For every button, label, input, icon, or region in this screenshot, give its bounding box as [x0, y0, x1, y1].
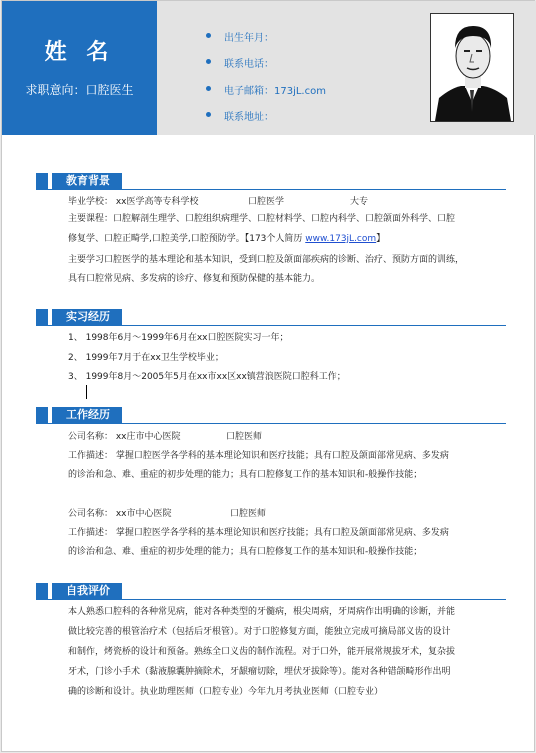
self-eval-line: 牙术，门诊小手术（黏液腺囊肿摘除术，牙龈瘤切除，埋伏牙拔除等）。能对各种错颌畸形作出明: [68, 667, 451, 677]
header-name-block: [2, 1, 157, 135]
section-education-header: [36, 173, 506, 190]
portrait-icon: [431, 14, 513, 121]
self-eval-line: 和制作，烤瓷桥的设计和预备。熟练全口义齿的制作流程。对于口外，能开展常规拔牙术，复杂拔: [68, 647, 456, 657]
resume-page: 姓 名 求职意向：口腔医生 出生年月： 联系电话： 电子邮箱：173jL.com 联系地址： 教育背景 毕业学校： xx医学高等专科学校 口腔医学 大专 主要课程：口腔解剖生理学、口腔组织病理学、口腔材料学、口腔内科学、口腔颌面外科学、口腔 修复学、口腔正畸学,口腔美学,口腔预防学。【173个人简历 www.173jL.com】 主要学习口腔医学的基本理论和基本知识，受到口腔及颌面部疾病的诊断、治疗、预防方面的训练， 具有口腔常见病、多发病的诊疗、修复和预防保健的基本能力。 实习经历 1、 1998年6月～1999年6月在xx口腔医院实习一年； 2、 1999年7月于在xx卫生学校毕业； 3、 1999年8月～2005年5月在xx市xx区xx镇营浪医院口腔科工作； 工作经历 公司名称： xx庄市中心医院 口腔医师 工作描述： 掌握口腔医学各学科的基本理论知识和医疗技能；具有口腔及颌面部常见病、多发病 的诊治和急、难、重症的初步处理的能力；具有口腔修复工作的基本知识和-般操作技能； 公司名称： xx市中心医院 口腔医师 工作描述： 掌握口腔医学各学科的基本理论知识和医疗技能；具有口腔及颌面部常见病、多发病 的诊治和急、难、重症的初步处理的能力；具有口腔修复工作的基本知识和-般操作技能； 自我评价 本人熟悉口腔科的各种常见病，能对各种类型的牙髓病，根尖周病，牙周病作出明确的诊断，并能 做比较完善的根管治疗术（包括后牙根管）。对于口腔修复方面，能独立完成可摘局部义齿的设计 和制作，烤瓷桥的设计和预备。熟练全口义齿的制作流程。对于口外，能开展常规拔牙术，复杂拔 牙术，门诊小手术（黏液腺囊肿摘除术，牙龈瘤切除，埋伏牙拔除等）。能对各种错颌畸形作出明 确的诊断和设计。执业助理医师（口腔专业）今年九月考执业医师（口腔专业）: [1, 0, 535, 752]
internship-item: 3、 1999年8月～2005年5月在xx市xx区xx镇营浪医院口腔科工作；: [68, 372, 346, 382]
section-self-header: [36, 583, 506, 600]
internship-item: 1、 1998年6月～1999年6月在xx口腔医院实习一年；: [68, 333, 289, 343]
section-work-header: [36, 407, 506, 424]
text-cursor: [86, 385, 87, 399]
section-title: 教育背景: [52, 173, 122, 189]
education-desc-2: 具有口腔常见病、多发病的诊疗、修复和预防保健的基本能力。: [68, 274, 321, 284]
applicant-name: 姓 名: [44, 40, 115, 65]
self-eval-line: 确的诊断和设计。执业助理医师（口腔专业）今年九月考执业医师（口腔专业）: [68, 687, 384, 697]
self-eval-line: 做比较完善的根管治疗术（包括后牙根管）。对于口腔修复方面，能独立完成可摘局部义齿的设计: [68, 627, 451, 637]
job-desc-1: 工作描述： 掌握口腔医学各学科的基本理论知识和医疗技能；具有口腔及颌面部常见病、多发病: [68, 451, 449, 461]
job-desc-2: 的诊治和急、难、重症的初步处理的能力；具有口腔修复工作的基本知识和-般操作技能；: [68, 547, 423, 557]
education-courses-2: 修复学、口腔正畸学,口腔美学,口腔预防学。【173个人简历 www.173jL.com】: [68, 234, 386, 244]
bullet-icon: [206, 86, 211, 91]
bullet-icon: [206, 112, 211, 117]
bullet-icon: [206, 59, 211, 64]
self-eval-line: 本人熟悉口腔科的各种常见病，能对各种类型的牙髓病，根尖周病，牙周病作出明确的诊断，并能: [68, 607, 456, 617]
section-title: 实习经历: [52, 309, 122, 325]
section-internship-header: [36, 309, 506, 326]
education-desc-1: 主要学习口腔医学的基本理论和基本知识，受到口腔及颌面部疾病的诊断、治疗、预防方面的训练，: [68, 255, 465, 265]
job-company-line: 公司名称： xx庄市中心医院 口腔医师: [68, 432, 263, 442]
profile-photo: [430, 13, 514, 122]
bullet-icon: [206, 33, 211, 38]
section-title: 自我评价: [52, 583, 122, 599]
education-school-line: 毕业学校： xx医学高等专科学校 口腔医学 大专: [68, 197, 369, 207]
internship-item: 2、 1999年7月于在xx卫生学校毕业；: [68, 353, 224, 363]
job-company-line: 公司名称： xx市中心医院 口腔医师: [68, 509, 267, 519]
job-desc-2: 的诊治和急、难、重症的初步处理的能力；具有口腔修复工作的基本知识和-般操作技能；: [68, 470, 423, 480]
section-title: 工作经历: [52, 407, 122, 423]
job-intent: 求职意向：口腔医生: [25, 83, 134, 97]
website-link[interactable]: www.173jL.com: [305, 234, 377, 244]
job-desc-1: 工作描述： 掌握口腔医学各学科的基本理论知识和医疗技能；具有口腔及颌面部常见病、多发病: [68, 528, 449, 538]
education-courses-1: 主要课程：口腔解剖生理学、口腔组织病理学、口腔材料学、口腔内科学、口腔颌面外科学、口腔: [68, 214, 456, 224]
